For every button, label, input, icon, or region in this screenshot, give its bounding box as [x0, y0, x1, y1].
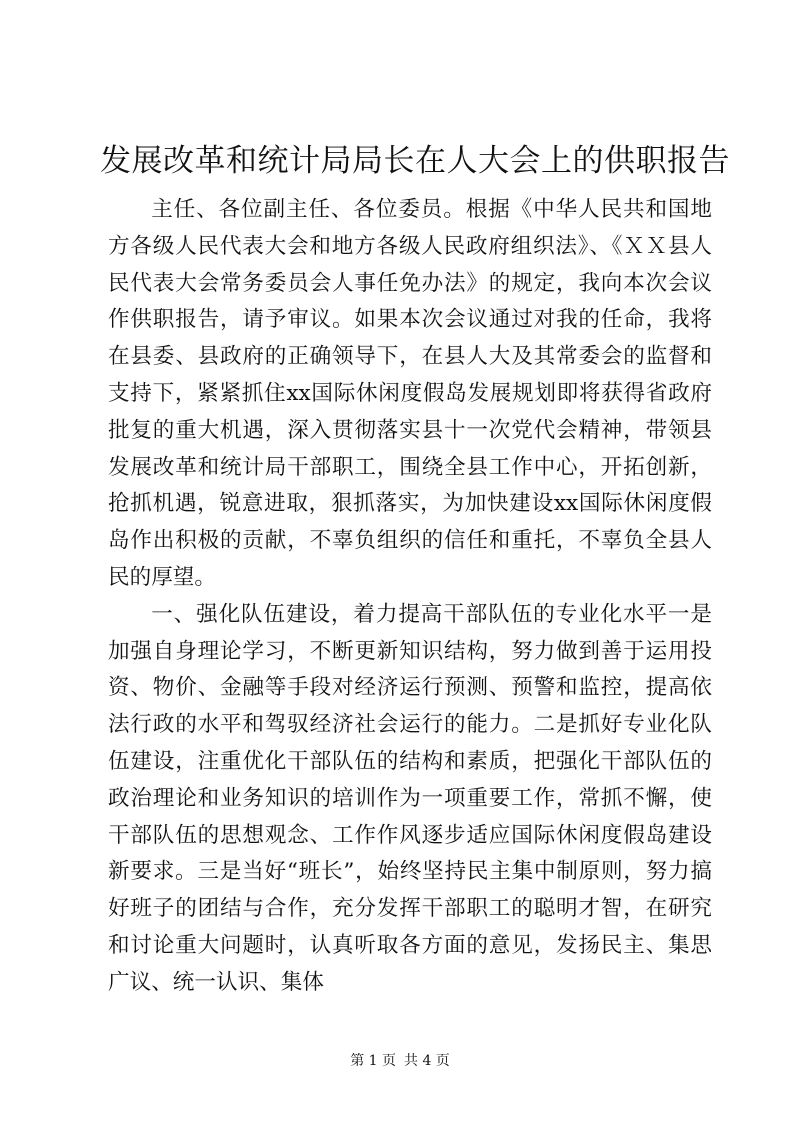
page-footer [0, 1052, 800, 1070]
page-number: 第 1 页 [350, 1053, 396, 1069]
paragraph-intro: 主任、各位副主任、各位委员。根据《中华人民共和国地方各级人民代表大会和地方各级人民政府组织法》、《ＸＸ县人民代表大会常务委员会人事任免办法》的规定，我向本次会议作供职报告，请予审议。如果本次会议通过对我的任命，我将在县委、县政府的正确领导下，在县人大及其常委会的监督和支持下，紧紧抓住xx国际休闲度假岛发展规划即将获得省政府批复的重大机遇，深入贯彻落实县十一次党代会精神，带领县发展改革和统计局干部职工，围绕全县工作中心，开拓创新，抢抓机遇，锐意进取，狠抓落实，为加快建设xx国际休闲度假岛作出积极的贡献，不辜负组织的信任和重托，不辜负全县人民的厚望。 [108, 197, 712, 590]
paragraph-section-one: 一、强化队伍建设，着力提高干部队伍的专业化水平一是加强自身理论学习，不断更新知识结构，努力做到善于运用投资、物价、金融等手段对经济运行预测、预警和监控，提高依法行政的水平和驾驭经济社会运行的能力。二是抓好专业化队伍建设，注重优化干部队伍的结构和素质，把强化干部队伍的政治理论和业务知识的培训作为一项重要工作，常抓不懈，使干部队伍的思想观念、工作作风逐步适应国际休闲度假岛建设新要求。三是当好“班长”，始终坚持民主集中制原则，努力搞好班子的团结与合作，充分发挥干部职工的聪明才智，在研究和讨论重大问题时，认真听取各方面的意见，发扬民主、集思广议、统一认识、集体 [108, 601, 712, 995]
page-total: 共 4 页 [404, 1053, 450, 1069]
document-title: 发展改革和统计局局长在人大会上的供职报告 [100, 143, 730, 179]
document-body [108, 192, 712, 1002]
